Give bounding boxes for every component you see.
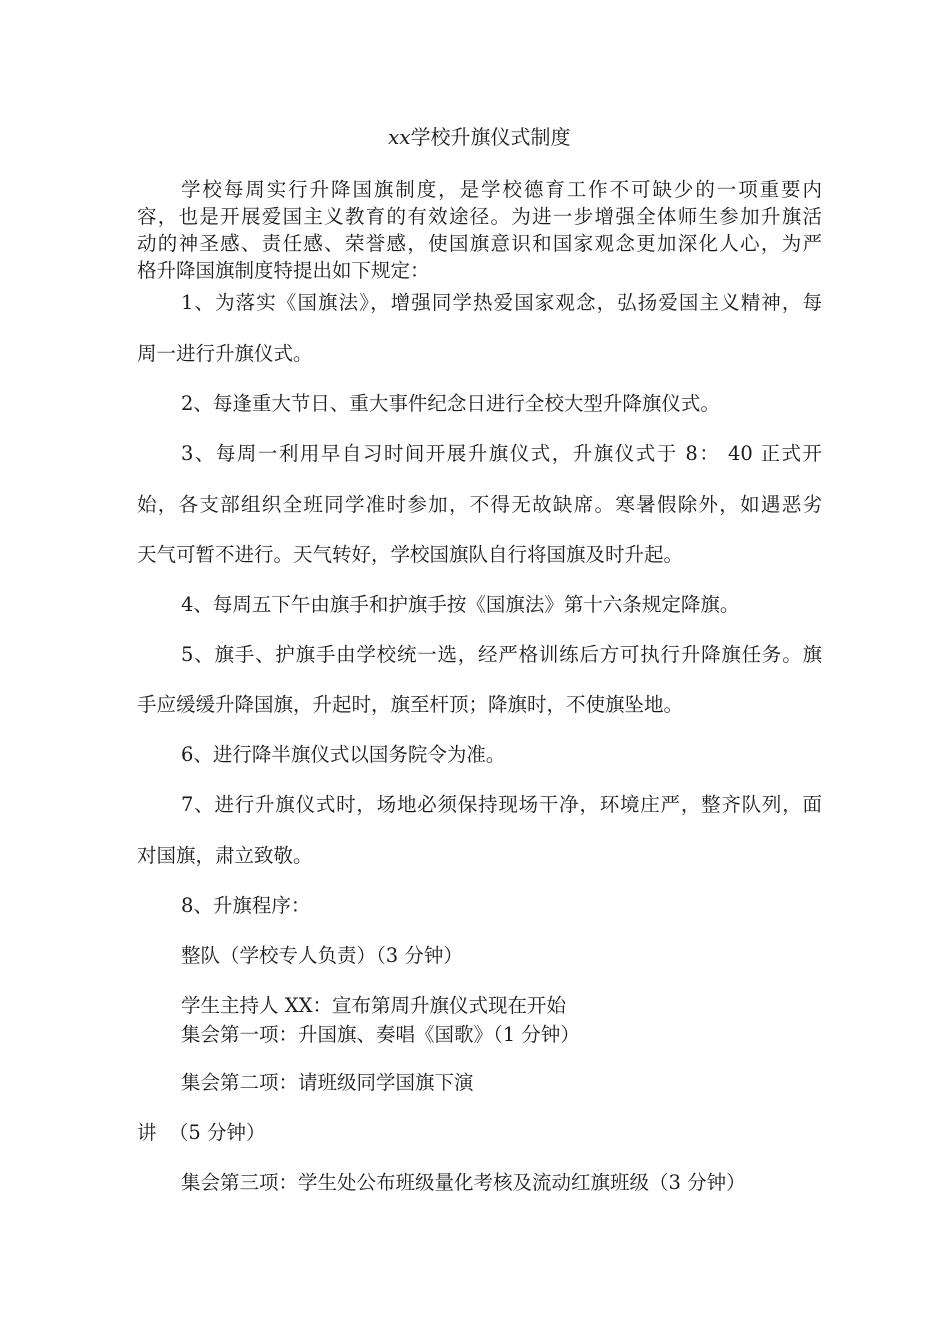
rule-4-line: 4、每周五下午由旗手和护旗手按《国旗法》第十六条规定降旗。 bbox=[181, 593, 740, 616]
rule-2-line: 2、每逢重大节日、重大事件纪念日进行全校大型升降旗仪式。 bbox=[181, 392, 720, 415]
rule-5-line: 5、旗手、护旗手由学校统一选，经严格训练后方可执行升降旗任务。旗 bbox=[181, 643, 822, 666]
rule-3-line: 3、每周一利用早自习时间开展升旗仪式，升旗仪式于 8： 40 正式开 bbox=[181, 442, 822, 465]
rule-3-line: 天气可暂不进行。天气转好，学校国旗队自行将国旗及时升起。 bbox=[137, 543, 684, 566]
intro-line: 动的神圣感、责任感、荣誉感，使国旗意识和国家观念更加深化人心，为严 bbox=[137, 232, 822, 255]
intro-line: 学校每周实行升降国旗制度，是学校德育工作不可缺少的一项重要内 bbox=[181, 178, 822, 201]
rule-8-line: 8、升旗程序： bbox=[181, 894, 311, 917]
intro-line: 容，也是开展爱国主义教育的有效途径。为进一步增强全体师生参加升旗活 bbox=[137, 205, 822, 228]
rule-7-line: 对国旗，肃立致敬。 bbox=[137, 844, 313, 867]
program-line: 集会第三项：学生处公布班级量化考核及流动红旗班级（3 分钟） bbox=[181, 1171, 746, 1194]
rule-5-line: 手应缓缓升降国旗，升起时，旗至杆顶；降旗时，不使旗坠地。 bbox=[137, 693, 684, 716]
rule-1-line: 1、为落实《国旗法》，增强同学热爱国家观念，弘扬爱国主义精神，每 bbox=[181, 291, 822, 314]
rule-1-line: 周一进行升旗仪式。 bbox=[137, 342, 313, 365]
title-text: 学校升旗仪式制度 bbox=[410, 125, 571, 149]
program-line: 讲 （5 分钟） bbox=[137, 1121, 266, 1144]
program-line: 集会第二项：请班级同学国旗下演 bbox=[181, 1071, 474, 1094]
rule-6-line: 6、进行降半旗仪式以国务院令为准。 bbox=[181, 743, 506, 766]
program-line: 学生主持人 XX：宣布第周升旗仪式现在开始 bbox=[181, 994, 566, 1017]
program-line: 整队（学校专人负责）（3 分钟） bbox=[181, 944, 463, 967]
rule-3-line: 始，各支部组织全班同学准时参加，不得无故缺席。寒暑假除外，如遇恶劣 bbox=[137, 493, 822, 516]
program-line: 集会第一项：升国旗、奏唱《国歌》（1 分钟） bbox=[181, 1023, 580, 1046]
intro-line: 格升降国旗制度特提出如下规定： bbox=[137, 259, 430, 282]
title-prefix: xx bbox=[388, 125, 411, 149]
rule-7-line: 7、进行升旗仪式时，场地必须保持现场干净，环境庄严，整齐队列，面 bbox=[181, 793, 822, 816]
document-title bbox=[388, 124, 571, 150]
